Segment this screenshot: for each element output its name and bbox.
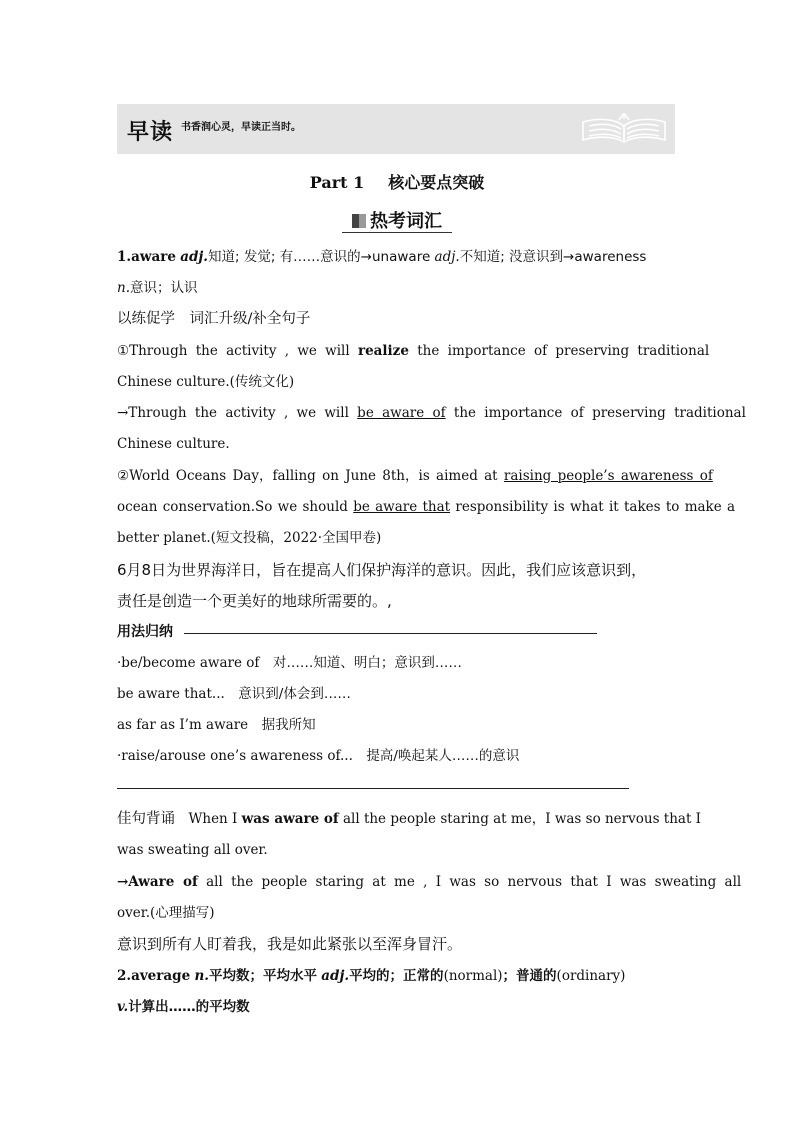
example2-sentence	[117, 466, 713, 486]
example2-translation-1: 6月8日为世界海洋日，旨在提高人们保护海洋的意识。因此，我们应该意识到，	[117, 561, 647, 579]
ex1-pre: ①Through the activity , we will	[117, 343, 358, 359]
part-label: Part 1	[309, 173, 365, 192]
entry1-def1: 知道; 发觉; 有……意识的→unaware	[208, 249, 431, 265]
ex2-answer1: raising people’s awareness of	[503, 468, 713, 484]
example2-line3: better planet.(短文投稿，2022·全国甲卷)	[117, 530, 382, 546]
good-post: all the people staring at me，I was so nervous that I	[338, 811, 702, 827]
entry2-heading-line2	[117, 997, 679, 1017]
good-sentence	[117, 809, 702, 829]
good-b-post: all the people staring at me , I was so nervous that I was sweating all	[197, 874, 742, 890]
part-title	[0, 170, 794, 193]
usage-4-en: ·raise/arouse one’s awareness of...	[117, 748, 353, 764]
entry2-def1: 平均数；平均水平	[208, 968, 317, 984]
example1-line2: Chinese culture.(传统文化)	[117, 374, 295, 390]
entry2-def3: ；普通的	[502, 968, 557, 984]
entry2-heading	[117, 966, 679, 986]
entry1-heading-line2	[117, 278, 679, 298]
usage-3-cn: 据我所知	[261, 717, 316, 733]
good-sentence-line2: was sweating all over.	[117, 842, 268, 858]
ex1b-answer: be aware of	[357, 405, 446, 421]
section-title	[0, 207, 794, 233]
part-heading: 核心要点突破	[388, 173, 485, 192]
good-b-keyword: →Aware of	[117, 874, 198, 890]
good-sentence-b	[117, 872, 742, 892]
entry2-pos2: adj.	[321, 968, 350, 984]
entry2-word: 2.average	[117, 968, 191, 984]
example1b-line2: Chinese culture.	[117, 436, 230, 452]
ex2-l2-pre: ocean conservation.So we should	[117, 499, 354, 515]
good-sentence-translation: 意识到所有人盯着我，我是如此紧张以至浑身冒汗。	[117, 935, 463, 953]
usage-title: 用法归纳	[117, 624, 173, 640]
entry2-def4: 计算出……的平均数	[128, 999, 250, 1015]
banner-slogan: 书香润心灵，早读正当时。	[181, 122, 301, 133]
ex1-keyword: realize	[357, 343, 409, 359]
usage-2-cn: 意识到/体会到……	[238, 686, 351, 702]
usage-1-en: ·be/become aware of	[117, 655, 260, 671]
entry2-paren2: (ordinary)	[556, 968, 626, 984]
section-underline	[342, 232, 452, 233]
ex1-post: the importance of preserving traditional	[408, 343, 710, 359]
example2-line2	[117, 497, 736, 517]
ex2-answer2: be aware that	[353, 499, 451, 515]
entry1-def3: 意识；认识	[130, 280, 198, 296]
ex2-l2-post: responsibility is what it takes to make a	[450, 499, 736, 515]
section-square-icon	[352, 214, 366, 228]
usage-item-3	[117, 715, 679, 735]
usage-3-en: as far as I’m aware	[117, 717, 249, 733]
usage-bottom-rule	[117, 788, 629, 789]
usage-1-cn: 对……知道、明白；意识到……	[272, 655, 462, 671]
usage-4-cn: 提高/唤起某人……的意识	[366, 748, 520, 764]
entry2-paren1: (normal)	[443, 968, 503, 984]
ex1b-post: the importance of preserving traditional	[445, 405, 746, 421]
usage-item-2	[117, 684, 679, 704]
good-sentence-b-line2: over.(心理描写)	[117, 905, 215, 921]
example2-translation-2: 责任是创造一个更美好的地球所需要的。,	[117, 592, 392, 610]
entry1-pos1: adj.	[180, 249, 208, 265]
section-title-text: 热考词汇	[370, 211, 442, 232]
entry1-heading	[117, 247, 679, 267]
usage-title-rule	[184, 633, 597, 634]
good-pre: When I	[188, 811, 242, 827]
header-banner	[117, 104, 675, 154]
entry1-word: 1.aware	[117, 249, 176, 265]
usage-item-1	[117, 653, 679, 673]
entry2-pos3: v.	[117, 999, 129, 1015]
example1b-sentence	[117, 403, 746, 423]
entry1-def2: 不知道; 没意识到→awareness	[459, 249, 647, 265]
ex1b-pre: →Through the activity , we will	[117, 405, 358, 421]
good-sentence-label: 佳句背诵	[117, 811, 175, 827]
entry2-pos1: n.	[194, 968, 209, 984]
practice-label: 以练促学 词汇升级/补全句子	[117, 311, 311, 327]
entry1-pos3: n.	[117, 280, 130, 296]
example1-sentence	[117, 341, 710, 361]
ex2-pre: ②World Oceans Day，falling on June 8th，is aimed at	[117, 468, 504, 484]
usage-2-en: be aware that...	[117, 686, 225, 702]
good-keyword: was aware of	[241, 811, 339, 827]
open-book-icon	[579, 112, 669, 146]
entry2-def2: 平均的；正常的	[349, 968, 444, 984]
banner-title: 早读	[127, 120, 174, 145]
usage-item-4	[117, 746, 679, 766]
entry1-pos2: adj.	[434, 249, 460, 265]
